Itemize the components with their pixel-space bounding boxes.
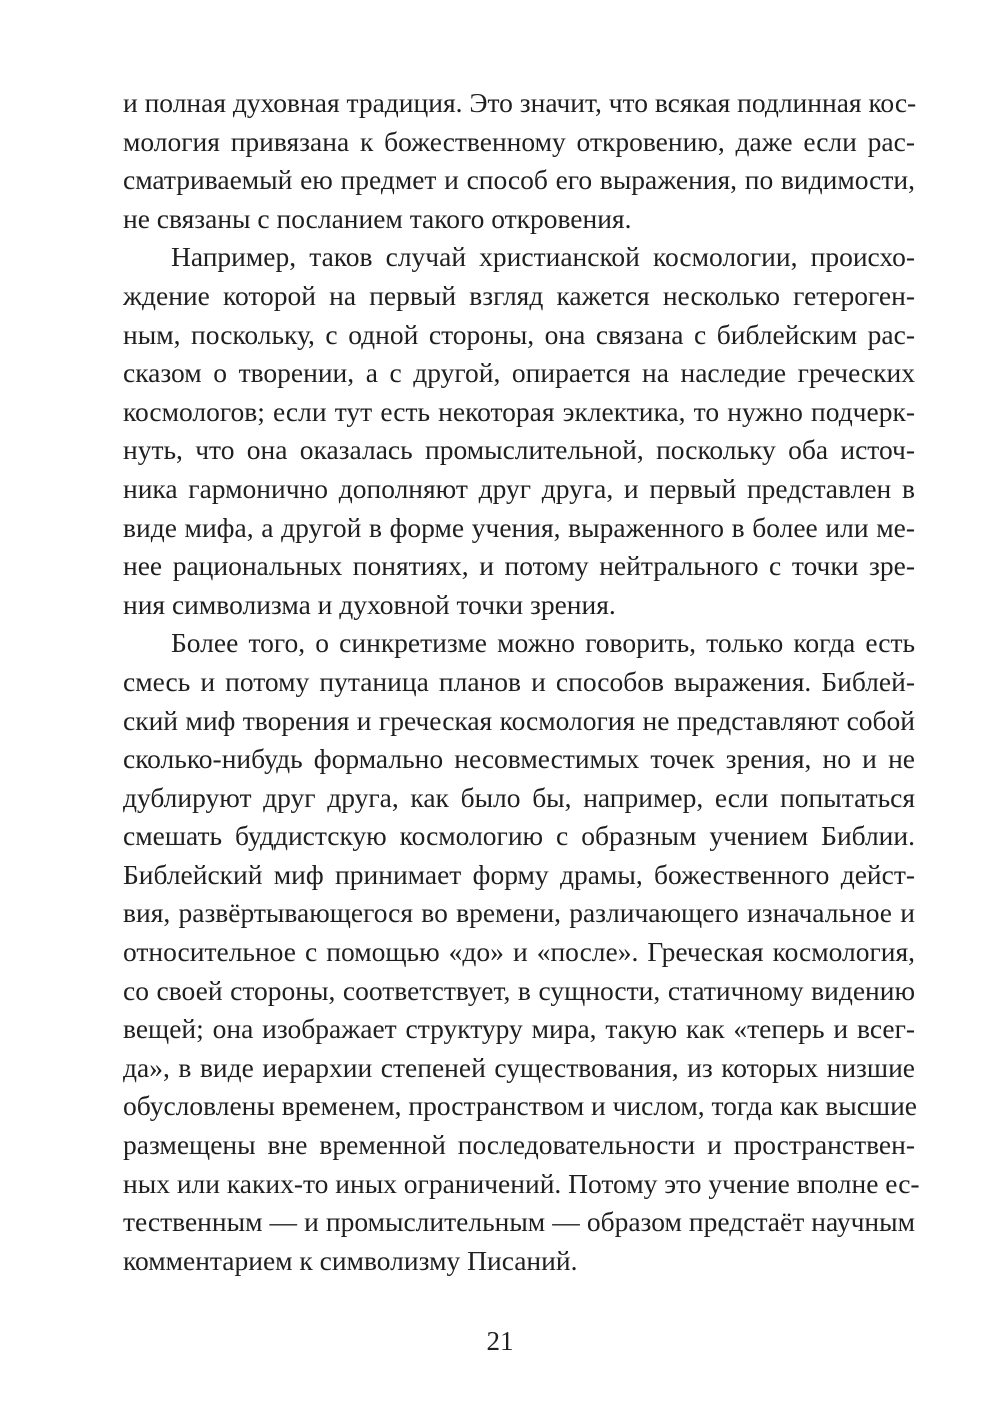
text-line: дублируют друг друга, как было бы, например, если попытаться [123, 781, 915, 813]
text-line: смесь и потому путаница планов и способов выражения. Библей- [123, 665, 915, 697]
text-line: ждение которой на первый взгляд кажется несколько гетероген- [123, 279, 915, 311]
text-line: не связаны с посланием такого откровения. [123, 202, 632, 234]
text-line: вия, развёртывающегося во времени, различающего изначальное и [123, 897, 915, 929]
page-number: 21 [486, 1326, 514, 1356]
text-line: обусловлены временем, пространством и числом, тогда как высшие [123, 1090, 918, 1122]
text-line: ным, поскольку, с одной стороны, она связана с библейским рас- [123, 318, 915, 350]
text-line: тественным — и промыслительным — образом предстаёт научным [123, 1206, 915, 1238]
text-line: нуть, что она оказалась промыслительной, поскольку оба источ- [123, 434, 915, 466]
paragraph-1 [123, 84, 915, 238]
text-line: ника гармонично дополняют друг друга, и первый представлен в [123, 472, 915, 504]
text-line: Библейский миф принимает форму драмы, божественного дейст- [123, 858, 915, 890]
text-line: сматриваемый ею предмет и способ его выражения, по видимости, [123, 164, 915, 196]
text-line: сколько-нибудь формально несовместимых точек зрения, но и не [123, 743, 915, 775]
text-line: Более того, о синкретизме можно говорить, только когда есть [171, 627, 915, 659]
text-line: комментарием к символизму Писаний. [123, 1244, 578, 1276]
text-line: мология привязана к божественному откровению, даже если рас- [123, 125, 915, 157]
text-line: космологов; если тут есть некоторая эклектика, то нужно подчерк- [123, 395, 915, 427]
text-line: вещей; она изображает структуру мира, такую как «теперь и всег- [123, 1013, 915, 1045]
text-line: Например, таков случай христианской космологии, происхо- [171, 241, 915, 273]
text-line: ский миф творения и греческая космология не представляют собой [123, 704, 915, 736]
paragraph-3 [123, 624, 920, 1280]
body-text [123, 84, 920, 1280]
text-line: размещены вне временной последовательности и пространствен- [123, 1129, 915, 1161]
text-line: и полная духовная традиция. Это значит, что всякая подлинная кос- [123, 87, 917, 118]
text-line: ных или каких-то иных ограничений. Потому это учение вполне ес- [123, 1167, 920, 1199]
text-line: да», в виде иерархии степеней существования, из которых низшие [123, 1051, 915, 1083]
paragraph-2 [123, 238, 915, 624]
text-line: сказом о творении, а с другой, опирается на наследие греческих [123, 357, 915, 389]
text-line: относительное с помощью «до» и «после». Греческая космология, [123, 936, 915, 968]
text-line: со своей стороны, соответствует, в сущности, статичному видению [123, 974, 915, 1006]
text-line: нее рациональных понятиях, и потому нейтрального с точки зре- [123, 550, 915, 582]
text-line: ния символизма и духовной точки зрения. [123, 588, 616, 620]
text-line: виде мифа, а другой в форме учения, выраженного в более или ме- [123, 511, 915, 543]
text-line: смешать буддистскую космологию с образным учением Библии. [123, 820, 915, 852]
